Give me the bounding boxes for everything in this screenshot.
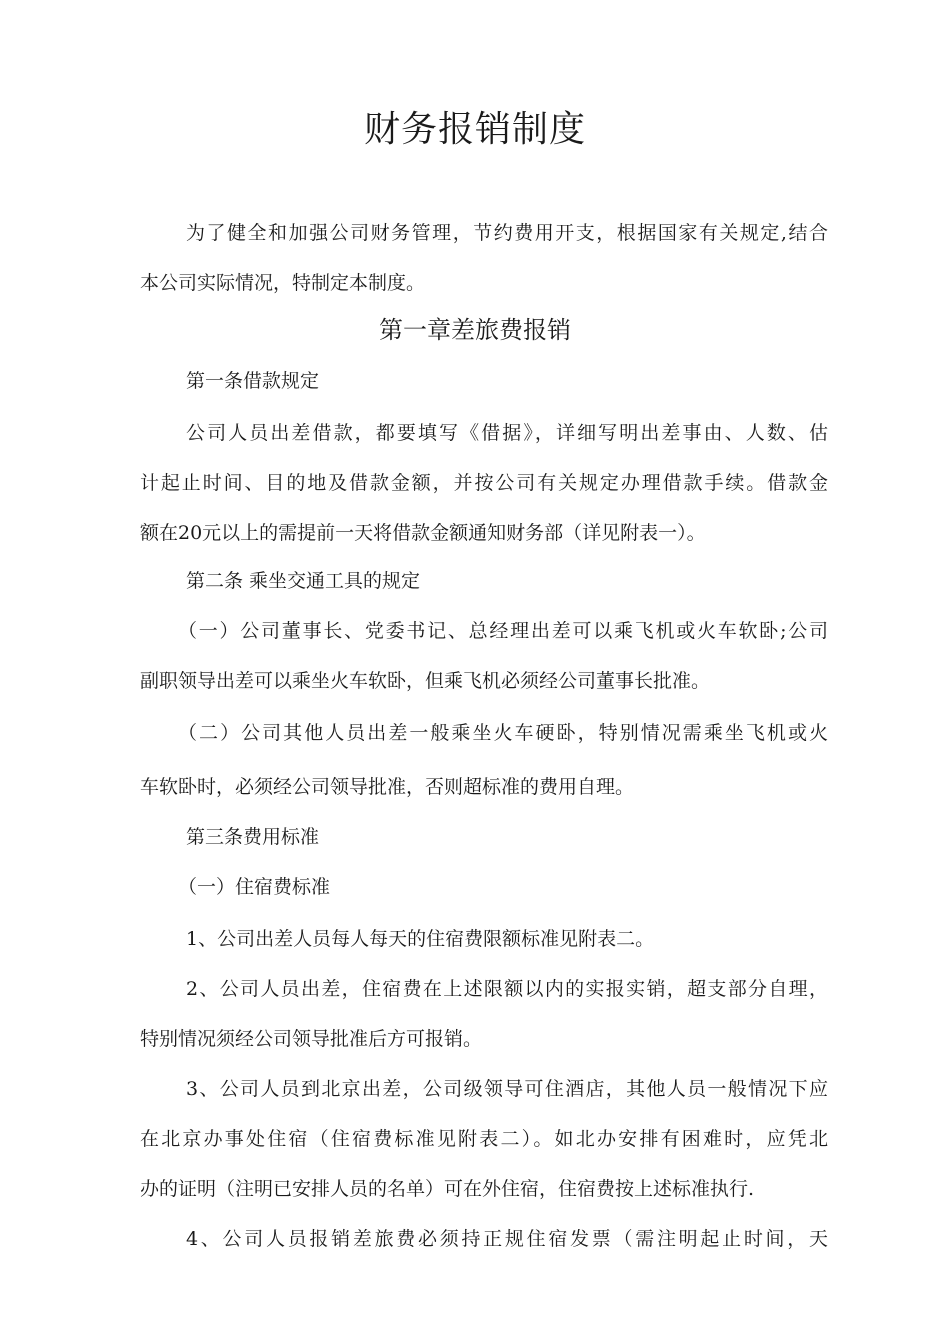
intro-line-2: 本公司实际情况，特制定本制度。 (140, 272, 426, 294)
article-3-subsection-1: （一）住宿费标准 (178, 876, 331, 898)
article-1-heading: 第一条借款规定 (186, 370, 320, 392)
article-3-point-1: 1、公司出差人员每人每天的住宿费限额标准见附表二。 (186, 928, 655, 950)
article-3-point-4-line-1: 4、公司人员报销差旅费必须持正规住宿发票（需注明起止时间，天 (186, 1228, 828, 1250)
article-3-point-3-line-2: 在北京办事处住宿（住宿费标准见附表二）。如北办安排有困难时，应凭北 (140, 1128, 828, 1150)
article-3-point-2-line-2: 特别情况须经公司领导批准后方可报销。 (140, 1028, 483, 1050)
article-3-point-3-line-3: 办的证明（注明已安排人员的名单）可在外住宿，住宿费按上述标准执行. (140, 1178, 755, 1200)
chapter-title: 第一章差旅费报销 (379, 316, 571, 344)
article-1-line-2: 计起止时间、目的地及借款金额，并按公司有关规定办理借款手续。借款金 (140, 472, 828, 494)
article-2-item-2-line-1: （二）公司其他人员出差一般乘坐火车硬卧，特别情况需乘坐飞机或火 (178, 722, 828, 744)
article-3-point-2-line-1: 2、公司人员出差，住宿费在上述限额以内的实报实销，超支部分自理， (186, 978, 828, 1000)
intro-line-1: 为了健全和加强公司财务管理，节约费用开支，根据国家有关规定,结合 (186, 222, 828, 244)
document-title: 财务报销制度 (363, 109, 586, 150)
article-2-heading: 第二条 乘坐交通工具的规定 (186, 570, 421, 592)
article-2-item-2-line-2: 车软卧时，必须经公司领导批准，否则超标准的费用自理。 (140, 776, 635, 798)
article-1-line-1: 公司人员出差借款，都要填写《借据》，详细写明出差事由、人数、估 (186, 422, 828, 444)
article-2-item-1-line-2: 副职领导出差可以乘坐火车软卧，但乘飞机必须经公司董事长批准。 (140, 670, 711, 692)
article-3-heading: 第三条费用标准 (186, 826, 320, 848)
article-3-point-3-line-1: 3、公司人员到北京出差，公司级领导可住酒店，其他人员一般情况下应 (186, 1078, 828, 1100)
article-1-line-3: 额在20元以上的需提前一天将借款金额通知财务部（详见附表一）。 (140, 522, 706, 544)
article-2-item-1-line-1: （一）公司董事长、党委书记、总经理出差可以乘飞机或火车软卧;公司 (178, 620, 828, 642)
